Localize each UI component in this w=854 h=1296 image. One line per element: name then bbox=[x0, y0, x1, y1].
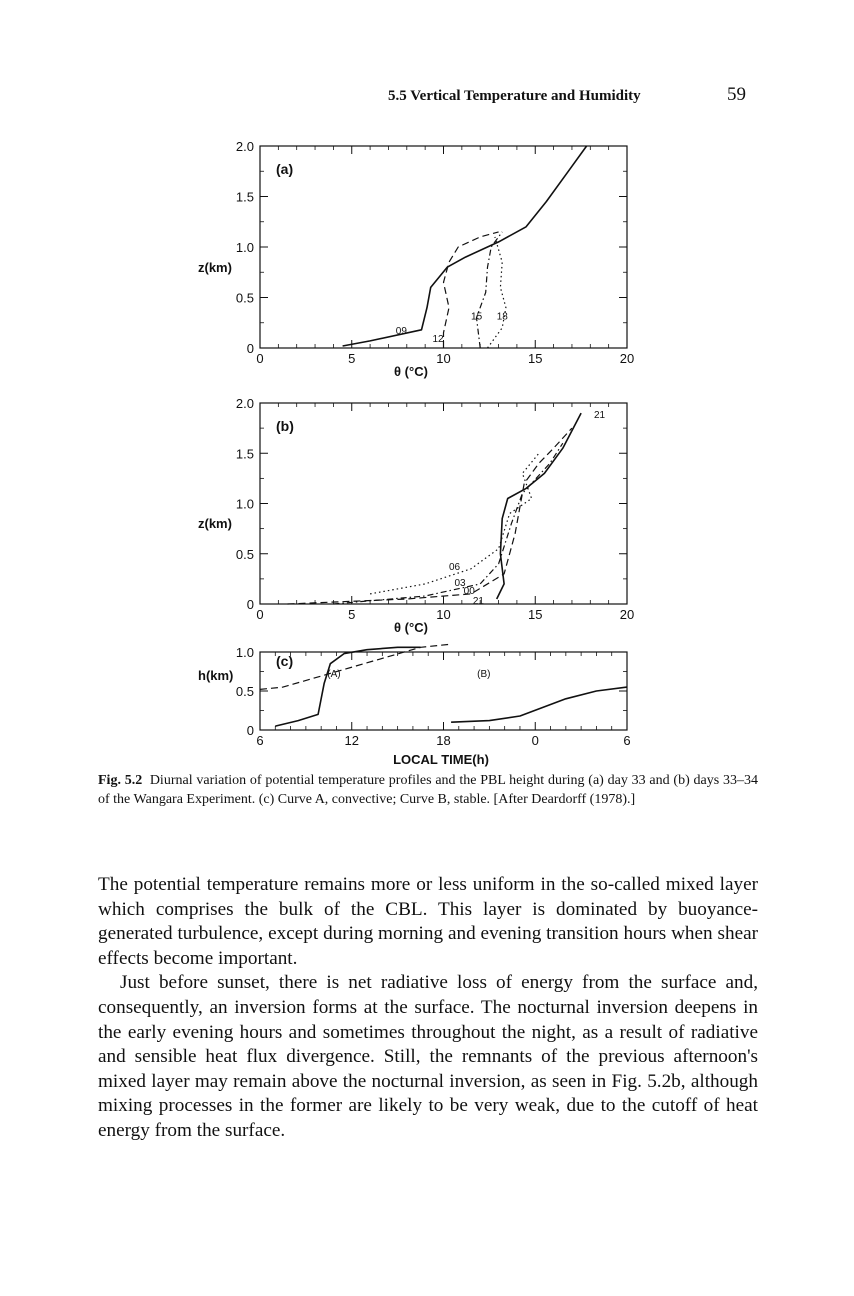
y-tick-label: 0 bbox=[246, 723, 254, 738]
x-tick-label: 10 bbox=[436, 351, 451, 366]
curve-label: 06 bbox=[449, 561, 461, 573]
series-line-00 bbox=[288, 428, 572, 604]
paragraph: Just before sunset, there is net radiative loss of energy from the surface and, consequently, an inversion forms at the surface. The nocturnal inversion deepens in the early evening hours and sometimes throughout the night, as a result of radiative and sensible heat flux divergence. Still, the remnants of the previous afternoon's mixed layer may remain above the nocturnal inversion, as seen in Fig. 5.2b, although mixing processes in the former are likely to be very weak, due to the cutoff of heat energy from the surface. bbox=[98, 972, 758, 1141]
x-tick-label: 6 bbox=[256, 733, 264, 748]
panel-label: (a) bbox=[276, 161, 294, 177]
y-axis-label: h(km) bbox=[198, 668, 234, 683]
plot-frame bbox=[260, 146, 627, 348]
x-tick-label: 0 bbox=[256, 351, 264, 366]
y-axis-label: z(km) bbox=[198, 260, 232, 275]
x-tick-label: 5 bbox=[348, 607, 356, 622]
figure-caption-label: Fig. 5.2 bbox=[98, 773, 143, 788]
x-tick-label: 20 bbox=[619, 351, 635, 366]
series-line-21 bbox=[497, 413, 581, 599]
y-tick-label: 2.0 bbox=[235, 139, 254, 154]
curve-label: 15 bbox=[471, 311, 483, 323]
x-tick-label: 0 bbox=[531, 733, 539, 748]
x-axis-label: θ (°C) bbox=[394, 620, 428, 635]
series-line-03 bbox=[333, 443, 562, 604]
y-tick-label: 0 bbox=[246, 597, 254, 612]
y-tick-label: 1.5 bbox=[235, 446, 254, 462]
curve-label: 00 bbox=[463, 585, 475, 597]
paragraph: The potential temperature remains more or less uniform in the so-called mixed layer which comprises the bulk of the CBL. This layer is dominated by buoyance-generated turbulence, except during morning and evening transition hours when shear effects become important. bbox=[98, 874, 758, 969]
y-tick-label: 1.0 bbox=[235, 240, 254, 255]
x-tick-label: 6 bbox=[623, 733, 631, 748]
y-tick-label: 1.0 bbox=[235, 645, 254, 660]
body-text bbox=[98, 873, 758, 1144]
figure-caption-text: Diurnal variation of potential temperature profiles and the PBL height during (a) day 33 and (b) days 33–34 of the Wangara Experiment. (c) Curve A, convective; Curve B, stable. [After Deardorff (1978).] bbox=[98, 773, 758, 807]
series-line-12 bbox=[444, 232, 499, 348]
y-tick-label: 1.0 bbox=[235, 496, 254, 512]
x-tick-label: 5 bbox=[348, 351, 356, 366]
panel-c bbox=[198, 644, 631, 767]
page-number: 59 bbox=[727, 84, 746, 105]
y-tick-label: 0 bbox=[246, 341, 254, 356]
x-tick-label: 20 bbox=[619, 607, 635, 622]
y-tick-label: 1.5 bbox=[235, 189, 254, 205]
panel-a bbox=[198, 139, 634, 379]
panel-label: (b) bbox=[276, 418, 294, 434]
curve-label: 12 bbox=[432, 333, 444, 345]
page-header bbox=[0, 84, 854, 114]
running-head: 5.5 Vertical Temperature and Humidity bbox=[388, 88, 641, 104]
x-axis-label: θ (°C) bbox=[394, 364, 428, 379]
plot-frame bbox=[260, 403, 627, 604]
x-tick-label: 12 bbox=[344, 733, 359, 748]
panel-label: (c) bbox=[276, 653, 294, 669]
curve-label: 21 bbox=[593, 410, 606, 422]
curve-label: 21 bbox=[472, 596, 484, 607]
series-line-a bbox=[275, 647, 420, 726]
y-tick-label: 0.5 bbox=[235, 684, 254, 699]
panel-b bbox=[198, 396, 634, 635]
figure-caption bbox=[98, 771, 758, 809]
y-tick-label: 0.5 bbox=[235, 546, 254, 562]
figure-5-2 bbox=[190, 125, 660, 775]
series-line-09 bbox=[343, 146, 587, 346]
series-line-b bbox=[451, 687, 627, 722]
x-tick-label: 15 bbox=[528, 607, 543, 622]
y-axis-label: z(km) bbox=[198, 516, 232, 531]
curve-label: (A) bbox=[327, 668, 341, 680]
x-axis-label: LOCAL TIME(h) bbox=[393, 752, 489, 767]
curve-label: 09 bbox=[395, 325, 407, 337]
x-tick-label: 15 bbox=[528, 351, 543, 366]
curve-label: 03 bbox=[454, 577, 466, 589]
y-tick-label: 2.0 bbox=[235, 396, 254, 411]
x-tick-label: 18 bbox=[436, 733, 451, 748]
y-tick-label: 0.5 bbox=[235, 290, 254, 306]
x-tick-label: 10 bbox=[436, 607, 451, 622]
series-line-15 bbox=[477, 232, 503, 348]
curve-label: 18 bbox=[496, 311, 508, 323]
x-tick-label: 0 bbox=[256, 607, 264, 622]
plot-frame bbox=[260, 652, 627, 730]
curve-label: (B) bbox=[477, 668, 491, 680]
